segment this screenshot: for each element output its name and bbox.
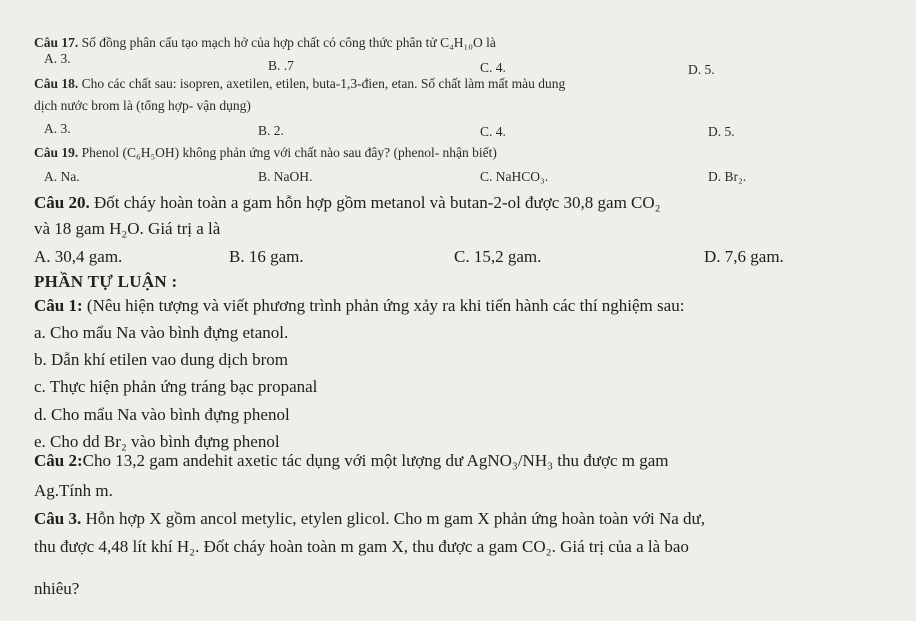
question-18-option-c: C. 4. — [480, 124, 506, 139]
question-18-option-a: A. 3. — [44, 121, 71, 136]
question-20-option-a: A. 30,4 gam. — [34, 247, 123, 266]
essay-question-3-stem-cont2: nhiêu? — [34, 579, 80, 598]
question-17-option-c: C. 4. — [480, 60, 506, 75]
question-18-option-d: D. 5. — [708, 124, 735, 139]
essay-question-1-item: b. Dẫn khí etilen vao dung dịch brom — [34, 350, 289, 369]
question-17-option-a: A. 3. — [44, 51, 71, 66]
essay-question-1-item: c. Thực hiện phản ứng tráng bạc propanal — [34, 377, 318, 396]
question-18-option-b: B. 2. — [258, 123, 284, 138]
essay-question-3-label: Câu 3. — [34, 509, 82, 528]
question-19-option-b: B. NaOH. — [258, 169, 313, 184]
question-20-option-d: D. 7,6 gam. — [704, 247, 784, 266]
question-19-option-d: D. Br₂. — [708, 169, 747, 184]
question-20-option-b: B. 16 gam. — [229, 247, 304, 266]
essay-question-2-stem — [34, 452, 668, 469]
question-17-label: Câu 17. — [34, 35, 79, 50]
question-20-option-c: C. 15,2 gam. — [454, 247, 542, 266]
essay-question-1-item: e. Cho dd Br₂ vào bình đựng phenol — [34, 432, 280, 451]
essay-question-1-label: Câu 1: — [34, 296, 83, 315]
question-19-option-a: A. Na. — [44, 169, 80, 184]
question-17-text: Số đồng phân cấu tạo mạch hở của hợp chất có công thức phân tử C₄H₁₀O là — [78, 35, 496, 50]
question-19-text: Phenol (C₆H₅OH) không phản ứng với chất nào sau đây? (phenol- nhận biết) — [78, 145, 497, 160]
question-20-stem-cont: và 18 gam H₂O. Giá trị a là — [34, 219, 221, 238]
question-19-label: Câu 19. — [34, 145, 79, 160]
question-19-stem — [34, 146, 497, 160]
essay-question-1-stem — [34, 297, 684, 314]
question-17-stem — [34, 36, 496, 50]
question-18-text: Cho các chất sau: isopren, axetilen, etilen, buta-1,3-đien, etan. Số chất làm mất màu dung — [78, 76, 566, 91]
question-20-text: Đốt cháy hoàn toàn a gam hỗn hợp gồm metanol và butan-2-ol được 30,8 gam CO₂ — [89, 193, 661, 212]
question-17-option-d: D. 5. — [688, 62, 715, 77]
question-18-stem — [34, 77, 565, 91]
essay-question-3-text: Hỗn hợp X gồm ancol metylic, etylen glicol. Cho m gam X phản ứng hoàn toàn với Na dư, — [81, 509, 705, 528]
question-19-option-c: C. NaHCO₃. — [480, 169, 549, 184]
essay-question-1-text: (Nêu hiện tượng và viết phương trình phản ứng xảy ra khi tiến hành các thí nghiệm sau: — [82, 296, 685, 315]
question-18-label: Câu 18. — [34, 76, 79, 91]
essay-question-2-label: Câu 2: — [34, 451, 83, 470]
question-17-option-b: B. .7 — [268, 58, 294, 73]
question-18-stem-cont: dịch nước brom là (tổng hợp- vận dụng) — [34, 98, 251, 113]
section-title: PHẦN TỰ LUẬN : — [34, 272, 178, 291]
essay-question-2-text: Cho 13,2 gam andehit axetic tác dụng với một lượng dư AgNO₃/NH₃ thu được m gam — [82, 451, 669, 470]
essay-question-1-item: a. Cho mẩu Na vào bình đựng etanol. — [34, 323, 289, 342]
essay-question-2-stem-cont: Ag.Tính m. — [34, 481, 113, 500]
essay-question-1-item: d. Cho mẩu Na vào bình đựng phenol — [34, 405, 290, 424]
question-20-label: Câu 20. — [34, 193, 90, 212]
essay-question-3-stem-cont: thu được 4,48 lít khí H₂. Đốt cháy hoàn toàn m gam X, thu được a gam CO₂. Giá trị của a là bao — [34, 537, 689, 556]
question-20-stem — [34, 194, 661, 211]
essay-question-3-stem — [34, 510, 705, 527]
